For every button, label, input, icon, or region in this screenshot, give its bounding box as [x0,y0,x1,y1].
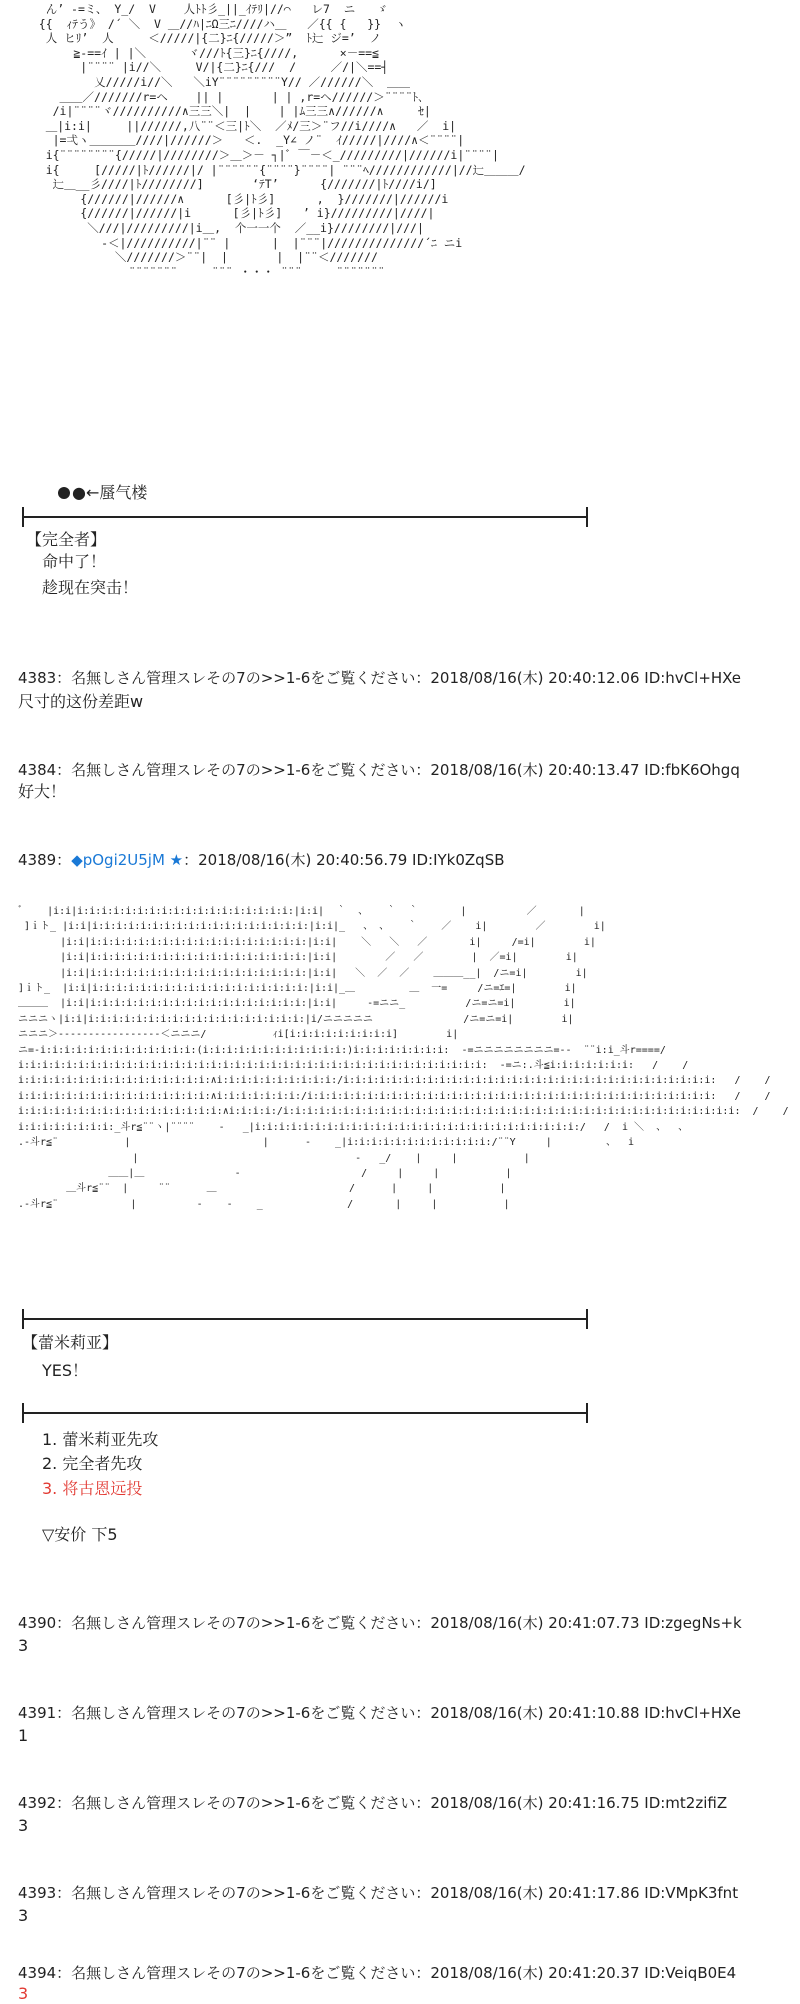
post-header: 4392：名無しさん管理スレその7の>>1-6をご覧ください：2018/08/16(木) 20:41:16.75 ID:mt2zifiZ [18,1794,728,1812]
post-header: 4384：名無しさん管理スレその7の>>1-6をご覧ください：2018/08/16(木) 20:40:13.47 ID:fbK6Ohgq [18,761,740,779]
post-body: 3 [18,1906,29,1925]
op-post-header [18,850,505,870]
post-body: 尺寸的这份差距w [18,692,144,711]
divider-rule [22,1412,588,1414]
divider-rule [22,516,588,518]
speaker-line: 趁现在突击！ [42,578,139,597]
mirage-tag-text: ●←蜃气楼 [72,483,148,502]
post-header: 4383：名無しさん管理スレその7の>>1-6をご覧ください：2018/08/16(木) 20:40:12.06 ID:hvCl+HXe [18,669,742,687]
post-body: 3 [18,1984,29,2003]
post-header: 4390：名無しさん管理スレその7の>>1-6をご覧ください：2018/08/16(木) 20:41:07.73 ID:zgegNs+k [18,1614,742,1632]
choice-item: 2. 完全者先攻 [42,1454,143,1473]
vote-instruction: ▽安价 下5 [42,1525,118,1544]
post-body: 1 [18,1726,29,1745]
speaker-line: YES！ [42,1361,89,1380]
op-post-meta: ：2018/08/16(木) 20:40:56.79 ID:IYk0ZqSB [183,851,505,869]
post-body: 好大！ [18,782,67,801]
ascii-art-middle: ﾞ |i:i|i:i:i:i:i:i:i:i:i:i:i:i:i:i:i:i:i:i:|i:i| ｀ 、 ｀ ｀ | ／ | ]ｉト_ |i:i|i:i:i:i:i:i:i:i:i:i:i:i:i:i:i:i:i:i:|i:i|_ 、 、 ｀ ／ i| ／ i| |i:i|i:i:i:i:i:i:i:i:i:i:i:i:i:i:i:i:i:i:|i:i| ＼ ＼ ／ i| /=i| i| |i:i|i:i:i:i:i:i:i:i:i:i:i:i:i:i:i:i:i:i:|i:i| ／ ／ | ／=i| i| |i:i|i:i:i:i:i:i:i:i:i:i:i:i:i:i:i:i:i:i:|i:i| ＼ ／ ／ ＿＿＿__| /ニ=i| i| ]ｉト_ |i:i|i:i:i:i:i:i:i:i:i:i:i:i:i:i:i:i:i:i:|i:i|_＿ ＿ 一= /ニ=ｴ=| i| ＿＿＿ |i:i|i:i:i:i:i:i:i:i:i:i:i:i:i:i:i:i:i:i:|i:i| -=ニニ_ /ニ=ニ=i| i| ニニニヽ|i:i|i:i:i:i:i:i:i:i:i:i:i:i:i:i:i:i:i:i:|i/ニニニニニ /ニ=ニ=i| i| ニニニ＞-----------------＜ニニニ/ ｨi[i:i:i:i:i:i:i:i:i] i| ニ=-i:i:i:i:i:i:i:i:i:i:i:i:i:(i:i:i:i:i:i:i:i:i:i:i:i:)i:i:i:i:i:i:i:i: -=ニニニニニニニニ=-- ¨¨i:i_斗r====/ i:i:i:i:i:i:i:i:i:i:i:i:i:i:i:i:i:i:i:i:i:i:i:i:i:i:i:i:i:i:i:i:i:i:i:i:i:i:i: -=ニ:.斗≦i:i:i:i:i:i:i: / / i:i:i:i:i:i:i:i:i:i:i:i:i:i:i:i:∧i:i:i:i:i:i:i:i:i:i:/i:i:i:i:i:i:i:i:i:i:i:i:i:i:i:i:i:i:i:i:i:i:i:i:i:i:i:i:i:i:i: / / i:i:i:i:i:i:i:i:i:i:i:i:i:i:i:i:∧i:i:i:i:i:i:i:/i:i:i:i:i:i:i:i:i:i:i:i:i:i:i:i:i:i:i:i:i:i:i:i:i:i:i:i:i:i:i:i:i:i: / / i:i:i:i:i:i:i:i:i:i:i:i:i:i:i:i:i:∧i:i:i:i:/i:i:i:i:i:i:i:i:i:i:i:i:i:i:i:i:i:i:i:i:i:i:i:i:i:i:i:i:i:i:i:i:i:i:i:i:i:i: / / i:i:i:i:i:i:i:i:_斗r≦¨¨ヽ|¨¨¨¨ - _|i:i:i:i:i:i:i:i:i:i:i:i:i:i:i:i:i:i:i:i:i:i:i:i:i:i:i:/ / i ＼ 、 、 .-斗r≦¨ | | - _|i:i:i:i:i:i:i:i:i:i:i:i:/¨¨Y | 、 i | - _/ | | | ＿＿|＿ - / | | | ＿斗r≦¨¨ | ¨¨ ＿ / | | | .-斗r≦¨ | - - _ / | | | [18,906,789,1210]
speaker-line: 命中了！ [42,552,107,571]
post-header: 4391：名無しさん管理スレその7の>>1-6をご覧ください：2018/08/16(木) 20:41:10.88 ID:hvCl+HXe [18,1704,742,1722]
post-body: 3 [18,1816,29,1835]
bullet-dot-icon [58,487,70,499]
speaker-name: 【完全者】 [26,530,107,549]
divider-rule [22,1318,588,1320]
post-body: 3 [18,1636,29,1655]
ascii-art-top: ん’ -=ミ、 Y_/ V 人ﾄﾄ彡_||_ｲﾃﾘ|//⌒ レ7 ニ ゞ {{ ｨﾃう》 /´ ＼ V ＿//ﾊ|ﾆΩ三ﾆ////ハ＿ ／{{ { }} ヽ 人 ヒﾘ’ 人 ＜/////|{二}ﾆ{/////＞” ﾄ辷 ジ=’ ノ ≧-==ｲ | |＼ ヾ///ﾄ{三}ﾆ{////, ×－==≦ |¨¨¨¨ |i//＼ V/|{二}ﾆ{/// / ／/|＼==┤ 乂/////i//＼ ＼iY¨¨¨¨¨¨¨¨¨Y// ／//////＼ ＿＿ ＿＿／///////r=ヘ || | | | ,r=ヘ//////＞¨¨¨¨ﾄ､ /i|¨¨¨¨ヾ//////////∧三三＼| | | |ﾑ三三∧//////∧ ｾ| ＿|i:i| ||//////,八¨¨＜三|ﾄ＼ ／ﾒ/三＞¨フ//i////∧ ／ i| |=弌ヽ＿＿＿＿////|//////＞ ＜. _Y∠ ノ¨ ｲ/////|////∧＜¨¨¨¨| i{¨¨¨¨¨¨¨¨{/////|////////＞＿＞－ ┐|ﾞ ￣－＜_/////////|//////i|¨¨¨¨| i{ [/////|ﾄ//////|/ |¨¨¨¨¨¨{¨¨¨¨}¨¨¨¨| ¨¨¨ﾍ////////////|//辷＿＿＿/ 辷＿__彡////|ﾄ////////] ‘ﾃT’ {///////|ﾄ////i/] {//////|//////∧ [彡|ﾄ彡] , }///////|//////i {//////|//////|i [彡|ﾄ彡] ’ i}/////////|////| ＼///|/////////|i＿, 个一一个 ／__i}////////|///| -＜|//////////|¨¨ | | |¨¨¨|//////////////´ﾆ ニi ＼///////＞¨¨| | | |¨¨＜/////// ¨¨¨¨¨¨¨ ¨¨¨ ・・・ ¨¨¨ ¨¨¨¨¨¨¨ [38,2,526,279]
post-header: 4393：名無しさん管理スレその7の>>1-6をご覧ください：2018/08/16(木) 20:41:17.86 ID:VMpK3fnt [18,1884,739,1902]
op-post-number: 4389： [18,851,72,869]
mirage-tag [58,483,147,503]
choice-item: 1. 蕾米莉亚先攻 [42,1430,159,1449]
post-header: 4394：名無しさん管理スレその7の>>1-6をご覧ください：2018/08/16(木) 20:41:20.37 ID:VeiqB0E4 [18,1964,737,1982]
choice-item-selected: 3. 将古恩远投 [42,1479,143,1498]
speaker-name: 【蕾米莉亚】 [22,1333,119,1352]
op-trip-link[interactable]: ◆pOgi2U5jM ★ [71,851,184,869]
